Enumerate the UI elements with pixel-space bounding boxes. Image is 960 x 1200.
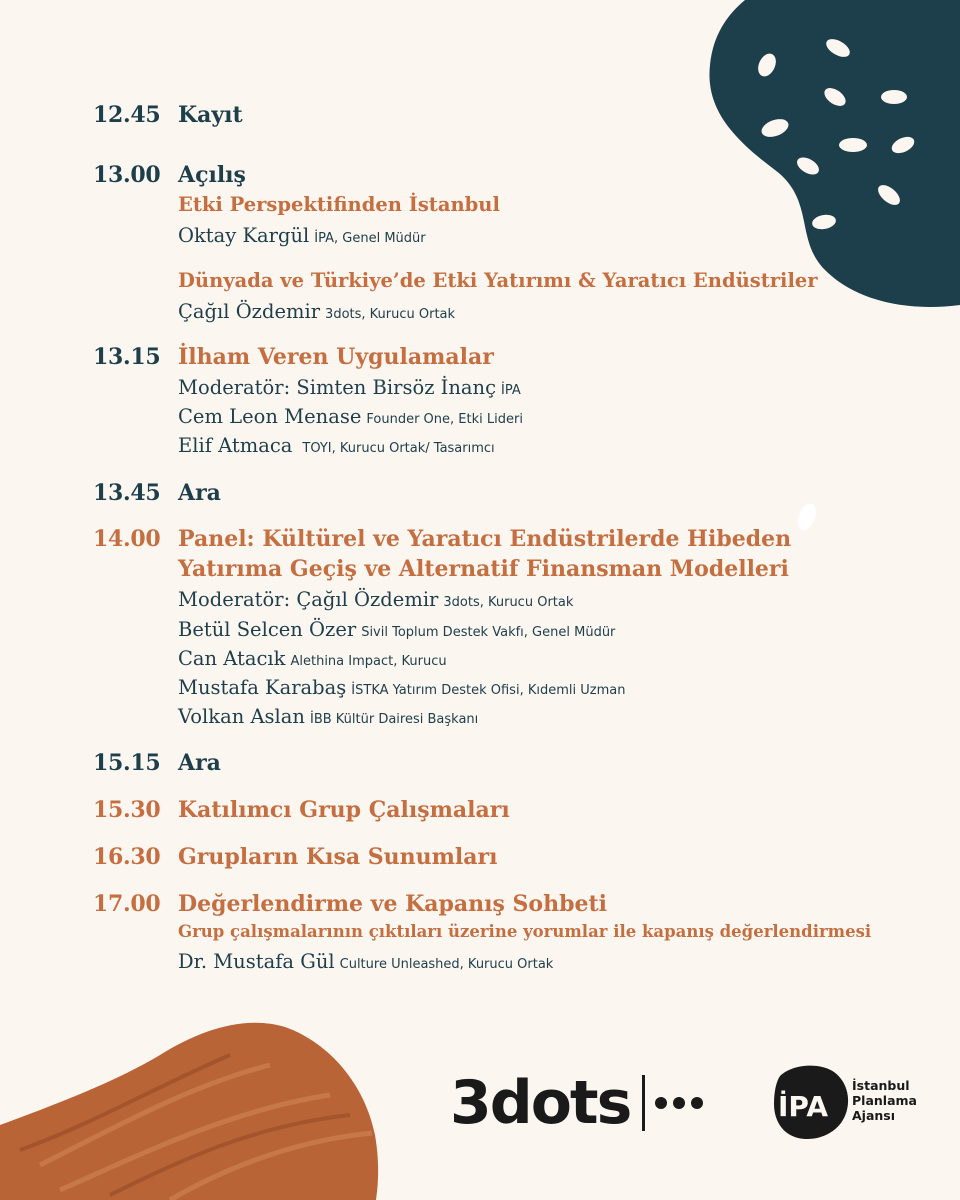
ipa-line3: Ajansı <box>852 1108 896 1123</box>
speaker-name: Moderatör: Çağıl Özdemir <box>178 588 439 611</box>
session-title-registration: Kayıt <box>178 102 243 128</box>
speaker-line <box>178 647 447 670</box>
session-title-break: Ara <box>178 750 221 776</box>
session-title-group-work: Katılımcı Grup Çalışmaları <box>178 797 510 823</box>
speaker-line <box>178 376 521 399</box>
speaker-line <box>178 950 553 973</box>
speaker-name: Volkan Aslan <box>178 705 305 728</box>
speaker-role: 3dots, Kurucu Ortak <box>325 307 456 322</box>
speaker-role: TOYI, Kurucu Ortak/ Tasarımcı <box>302 441 495 456</box>
ipa-mark: İPA <box>778 1090 829 1123</box>
speaker-role: Sivil Toplum Destek Vakfı, Genel Müdür <box>361 625 616 640</box>
session-title-panel-line2: Yatırıma Geçiş ve Alternatif Finansman Modelleri <box>178 556 789 582</box>
session-title-inspiring-practices: İlham Veren Uygulamalar <box>178 344 494 370</box>
speaker-line <box>178 676 625 699</box>
time-1515: 15.15 <box>93 750 161 776</box>
time-1400: 14.00 <box>93 526 161 552</box>
speaker-line <box>178 405 523 428</box>
speaker-name: Çağıl Özdemir <box>178 300 321 323</box>
session-title-group-presentations: Grupların Kısa Sunumları <box>178 844 498 870</box>
speaker-line <box>178 434 495 457</box>
speaker-role: İBB Kültür Dairesi Başkanı <box>309 712 479 727</box>
speaker-name: Can Atacık <box>178 647 286 670</box>
speaker-role: İSTKA Yatırım Destek Ofisi, Kıdemli Uzman <box>351 683 626 698</box>
speaker-name: Mustafa Karabaş <box>178 676 347 699</box>
speaker-role: Founder One, Etki Lideri <box>366 412 523 427</box>
session-title-break: Ara <box>178 480 221 506</box>
speaker-role: 3dots, Kurucu Ortak <box>443 595 574 610</box>
ipa-wordmark <box>852 1078 917 1123</box>
speaker-name: Moderatör: Simten Birsöz İnanç <box>178 376 497 399</box>
session-title-panel-line1: Panel: Kültürel ve Yaratıcı Endüstrilerde Hibeden <box>178 526 792 552</box>
session-note: Grup çalışmalarının çıktıları üzerine yorumlar ile kapanış değerlendirmesi <box>178 922 872 941</box>
speaker-role: İPA <box>501 383 521 398</box>
time-1630: 16.30 <box>93 844 161 870</box>
logo-divider <box>642 1075 645 1131</box>
ipa-line1: İstanbul <box>852 1078 910 1093</box>
session-title-closing: Değerlendirme ve Kapanış Sohbeti <box>178 891 607 917</box>
speaker-line <box>178 300 455 323</box>
speaker-line <box>178 588 573 611</box>
speaker-role: Alethina Impact, Kurucu <box>290 654 447 669</box>
time-1315: 13.15 <box>93 344 161 370</box>
speaker-name: Cem Leon Menase <box>178 405 362 428</box>
ipa-line2: Planlama <box>852 1093 917 1108</box>
speaker-name: Betül Selcen Özer <box>178 618 357 641</box>
time-1300: 13.00 <box>93 162 161 188</box>
time-1530: 15.30 <box>93 797 161 823</box>
speaker-line <box>178 705 478 728</box>
talk-subtitle: Etki Perspektifinden İstanbul <box>178 193 500 216</box>
speaker-name: Dr. Mustafa Gül <box>178 950 335 973</box>
time-1700: 17.00 <box>93 891 161 917</box>
speaker-line <box>178 618 615 641</box>
white-dot-decoration <box>795 500 819 534</box>
teal-blob-decoration <box>705 0 960 310</box>
three-dots-icon <box>655 1097 703 1109</box>
talk-subtitle: Dünyada ve Türkiye’de Etki Yatırımı & Yaratıcı Endüstriler <box>178 269 818 292</box>
copper-blob-decoration <box>0 1015 380 1200</box>
speaker-name: Elif Atmaca <box>178 434 293 457</box>
time-1245: 12.45 <box>93 102 161 128</box>
speaker-line <box>178 224 426 247</box>
3dots-wordmark: 3dots <box>450 1067 631 1138</box>
speaker-name: Oktay Kargül <box>178 224 310 247</box>
speaker-role: Culture Unleashed, Kurucu Ortak <box>339 957 554 972</box>
session-title-opening: Açılış <box>178 162 246 188</box>
3dots-logo <box>450 1065 703 1140</box>
time-1345: 13.45 <box>93 480 161 506</box>
speaker-role: İPA, Genel Müdür <box>314 231 426 246</box>
